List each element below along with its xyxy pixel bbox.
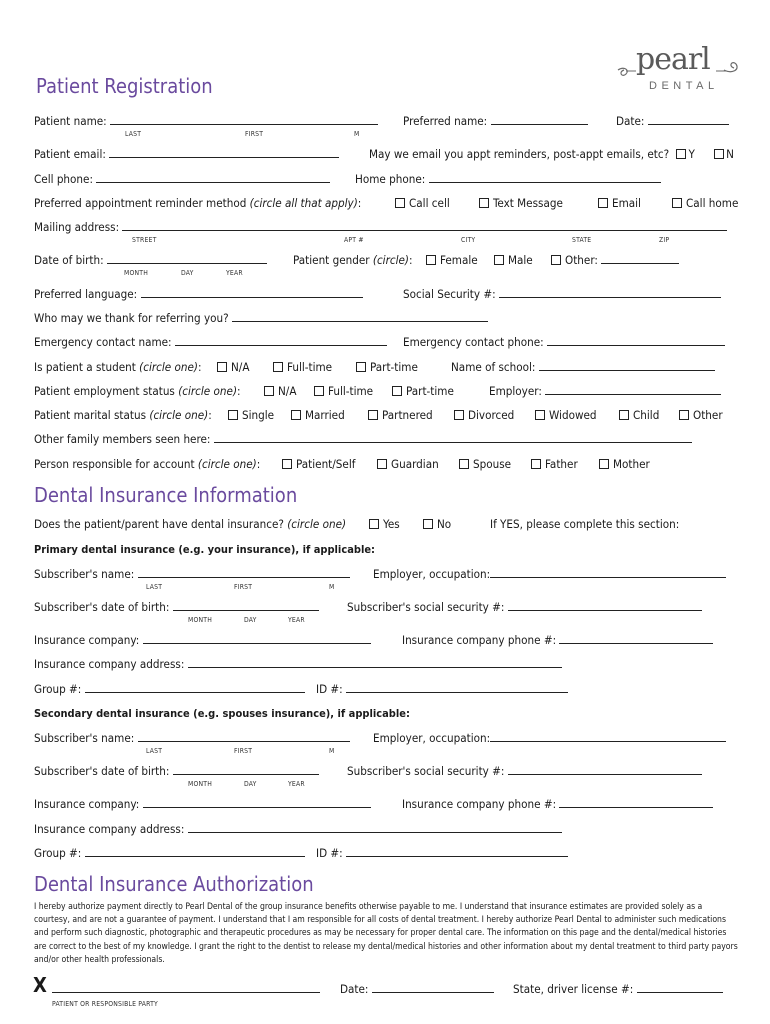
name-part-last: LAST <box>125 130 142 138</box>
primary-dob-year: YEAR <box>288 616 305 624</box>
language-field[interactable] <box>141 287 363 298</box>
group-label: Group #: <box>34 846 82 860</box>
home-phone-field[interactable] <box>429 172 661 183</box>
divorced-label: Divorced <box>468 408 515 422</box>
date-row <box>616 114 729 128</box>
referral-row <box>34 311 488 325</box>
student-option-parttime[interactable] <box>356 360 418 374</box>
primary-company-field[interactable] <box>143 633 371 644</box>
mailing-address-row <box>34 220 727 234</box>
employment-fulltime-checkbox[interactable] <box>314 386 324 396</box>
responsible-row <box>34 457 260 471</box>
single-checkbox[interactable] <box>228 410 238 420</box>
marital-option-married[interactable] <box>291 408 345 422</box>
primary-subscriber-name-row <box>34 567 350 581</box>
marital-option-widowed[interactable] <box>535 408 597 422</box>
secondary-subscriber-name-row <box>34 731 350 745</box>
patient-name-row <box>34 114 378 128</box>
referral-field[interactable] <box>232 311 488 322</box>
email-yes-label: Y <box>688 147 695 161</box>
male-label: Male <box>508 253 533 267</box>
logo-subword: DENTAL <box>649 80 719 92</box>
employer-label: Employer: <box>489 384 542 398</box>
dob-part-month: MONTH <box>124 269 148 277</box>
primary-subscriber-name-field[interactable] <box>138 567 350 578</box>
spouse-checkbox[interactable] <box>459 459 469 469</box>
insurance-no-label: No <box>437 517 452 531</box>
id-label: ID #: <box>316 846 343 860</box>
responsible-label: Person responsible for account <box>34 457 195 471</box>
employment-parttime-checkbox[interactable] <box>392 386 402 396</box>
secondary-ssn-field[interactable] <box>508 764 702 775</box>
name-part-first: FIRST <box>245 130 264 138</box>
employment-fulltime-label: Full-time <box>328 384 374 398</box>
signer-label: PATIENT OR RESPONSIBLE PARTY <box>52 1000 158 1008</box>
employer-field[interactable] <box>545 384 721 395</box>
addr-part-apt: APT # <box>344 236 364 244</box>
partnered-checkbox[interactable] <box>368 410 378 420</box>
child-checkbox[interactable] <box>619 410 629 420</box>
marital-option-divorced[interactable] <box>454 408 514 422</box>
married-label: Married <box>305 408 345 422</box>
secondary-ssn-row <box>347 764 702 778</box>
dob-field[interactable] <box>107 253 267 264</box>
mailing-address-field[interactable] <box>122 220 727 231</box>
emergency-phone-label: Emergency contact phone: <box>403 335 544 349</box>
widowed-checkbox[interactable] <box>535 410 545 420</box>
section-title-insurance-authorization: Dental Insurance Authorization <box>34 872 314 896</box>
license-field[interactable] <box>637 982 723 993</box>
primary-employer-row <box>373 567 726 581</box>
secondary-employer-field[interactable] <box>490 731 726 742</box>
patient-email-row <box>34 147 339 161</box>
name-part-m: M <box>354 130 360 138</box>
text-message-checkbox[interactable] <box>479 198 489 208</box>
preferred-name-label: Preferred name: <box>403 114 488 128</box>
employment-na-label: N/A <box>278 384 297 398</box>
signature-date-label: Date: <box>340 982 369 996</box>
family-row <box>34 432 692 446</box>
other-gender-checkbox[interactable] <box>551 255 561 265</box>
patient-name-label: Patient name: <box>34 114 107 128</box>
emergency-name-label: Emergency contact name: <box>34 335 172 349</box>
family-label: Other family members seen here: <box>34 432 211 446</box>
divorced-checkbox[interactable] <box>454 410 464 420</box>
secondary-address-field[interactable] <box>188 822 562 833</box>
gender-row <box>293 253 413 267</box>
reminder-method-note: (circle all that apply) <box>249 196 358 210</box>
subscriber-dob-label: Subscriber's date of birth: <box>34 764 170 778</box>
if-yes-note: If YES, please complete this section: <box>490 517 680 531</box>
reminder-option-call-home[interactable] <box>672 196 738 210</box>
emergency-phone-row <box>403 335 725 349</box>
primary-name-part-m: M <box>329 583 335 591</box>
preferred-name-row <box>403 114 588 128</box>
female-label: Female <box>440 253 478 267</box>
self-label: Patient/Self <box>296 457 356 471</box>
ssn-field[interactable] <box>499 287 721 298</box>
text-message-label: Text Message <box>493 196 563 210</box>
gender-option-male[interactable] <box>494 253 533 267</box>
preferred-name-field[interactable] <box>491 114 588 125</box>
emergency-name-field[interactable] <box>175 335 387 346</box>
marital-option-child[interactable] <box>619 408 659 422</box>
primary-dob-row <box>34 600 319 614</box>
student-fulltime-checkbox[interactable] <box>273 362 283 372</box>
email-option-label: Email <box>612 196 641 210</box>
addr-part-zip: ZIP <box>659 236 670 244</box>
secondary-dob-row <box>34 764 319 778</box>
colon: : <box>237 384 241 398</box>
signature-field[interactable] <box>52 982 320 993</box>
call-home-checkbox[interactable] <box>672 198 682 208</box>
responsible-option-self[interactable] <box>282 457 355 471</box>
signature-date-field[interactable] <box>372 982 494 993</box>
student-parttime-label: Part-time <box>370 360 418 374</box>
dob-part-day: DAY <box>181 269 194 277</box>
primary-address-field[interactable] <box>188 657 562 668</box>
family-field[interactable] <box>214 432 692 443</box>
insurance-option-no[interactable] <box>423 517 451 531</box>
widowed-label: Widowed <box>549 408 597 422</box>
primary-phone-row <box>402 633 713 647</box>
secondary-employer-row <box>373 731 726 745</box>
guardian-label: Guardian <box>391 457 439 471</box>
authorization-paragraph: I hereby authorize payment directly to Pearl Dental of the group insurance benefits otherwise payable to me. I understand that insurance estimates are provided solely as a courtesy, and are not a guarantee of payment. I understand that I am responsible for all costs of dental treatment. I hereby authorize Pearl Dental to administer such medications and perform such diagnostic, photographic and therapeutic procedures as may be necessary for proper dental care. The information on this page and the dental/medical histories are correct to the best of my knowledge. I grant the right to the dentist to release my dental/medical histories and other information about my dental treatment to third party payors and/or other health professionals. <box>34 902 738 965</box>
primary-address-row <box>34 657 562 671</box>
secondary-address-row <box>34 822 562 836</box>
ssn-label: Social Security #: <box>403 287 496 301</box>
employment-parttime-label: Part-time <box>406 384 454 398</box>
section-title-patient-registration: Patient Registration <box>36 74 213 98</box>
secondary-name-part-m: M <box>329 747 335 755</box>
secondary-phone-field[interactable] <box>559 797 713 808</box>
student-row <box>34 360 202 374</box>
secondary-phone-row <box>402 797 713 811</box>
colon: : <box>198 360 202 374</box>
cell-phone-field[interactable] <box>96 172 330 183</box>
secondary-id-field[interactable] <box>346 846 568 857</box>
married-checkbox[interactable] <box>291 410 301 420</box>
date-field[interactable] <box>648 114 729 125</box>
primary-company-row <box>34 633 371 647</box>
secondary-name-part-last: LAST <box>146 747 163 755</box>
cell-phone-label: Cell phone: <box>34 172 93 186</box>
other-gender-label: Other: <box>565 253 598 267</box>
responsible-option-spouse[interactable] <box>459 457 511 471</box>
marital-option-single[interactable] <box>228 408 274 422</box>
primary-dob-day: DAY <box>244 616 257 624</box>
student-option-na[interactable] <box>217 360 249 374</box>
section-title-insurance-info: Dental Insurance Information <box>34 483 298 507</box>
addr-part-city: CITY <box>461 236 476 244</box>
employer-row <box>489 384 721 398</box>
father-checkbox[interactable] <box>531 459 541 469</box>
subscriber-name-label: Subscriber's name: <box>34 731 135 745</box>
subscriber-name-label: Subscriber's name: <box>34 567 135 581</box>
call-cell-label: Call cell <box>409 196 450 210</box>
language-label: Preferred language: <box>34 287 138 301</box>
gender-note: (circle) <box>372 253 409 267</box>
insurance-address-label: Insurance company address: <box>34 822 185 836</box>
email-reminder-row <box>369 147 734 161</box>
employer-occupation-label: Employer, occupation: <box>373 567 491 581</box>
secondary-insurance-heading: Secondary dental insurance (e.g. spouses insurance), if applicable: <box>34 707 410 720</box>
secondary-dob-year: YEAR <box>288 780 305 788</box>
has-insurance-row <box>34 517 346 531</box>
mother-label: Mother <box>613 457 650 471</box>
has-insurance-note: (circle one) <box>287 517 347 531</box>
self-checkbox[interactable] <box>282 459 292 469</box>
responsible-option-mother[interactable] <box>599 457 650 471</box>
secondary-group-field[interactable] <box>85 846 305 857</box>
email-yes-checkbox[interactable] <box>676 149 686 159</box>
marital-other-checkbox[interactable] <box>679 410 689 420</box>
patient-name-field[interactable] <box>110 114 378 125</box>
mailing-address-label: Mailing address: <box>34 220 120 234</box>
secondary-dob-field[interactable] <box>173 764 319 775</box>
colon: : <box>409 253 413 267</box>
gender-label: Patient gender <box>293 253 370 267</box>
single-label: Single <box>242 408 275 422</box>
school-label: Name of school: <box>451 360 536 374</box>
cell-phone-row <box>34 172 330 186</box>
id-label: ID #: <box>316 682 343 696</box>
has-insurance-label: Does the patient/parent have dental insurance? <box>34 517 284 531</box>
patient-email-label: Patient email: <box>34 147 106 161</box>
student-na-checkbox[interactable] <box>217 362 227 372</box>
primary-ssn-field[interactable] <box>508 600 702 611</box>
secondary-subscriber-name-field[interactable] <box>138 731 350 742</box>
license-row <box>513 982 723 996</box>
primary-name-part-last: LAST <box>146 583 163 591</box>
guardian-checkbox[interactable] <box>377 459 387 469</box>
dob-row <box>34 253 267 267</box>
marital-option-other[interactable] <box>679 408 723 422</box>
email-reminder-label: May we email you appt reminders, post-appt emails, etc? <box>369 147 670 161</box>
father-label: Father <box>545 457 578 471</box>
employment-row <box>34 384 241 398</box>
employment-note: (circle one) <box>178 384 238 398</box>
responsible-option-guardian[interactable] <box>377 457 439 471</box>
insurance-no-checkbox[interactable] <box>423 519 433 529</box>
other-gender-field[interactable] <box>601 253 679 264</box>
signature-x-mark: X <box>33 973 47 997</box>
insurance-option-yes[interactable] <box>369 517 400 531</box>
insurance-address-label: Insurance company address: <box>34 657 185 671</box>
email-no-label: N <box>726 147 734 161</box>
home-phone-row <box>355 172 661 186</box>
responsible-option-father[interactable] <box>531 457 578 471</box>
insurance-company-label: Insurance company: <box>34 797 140 811</box>
signature-date-row <box>340 982 494 996</box>
primary-name-part-first: FIRST <box>234 583 253 591</box>
reminder-method-row <box>34 196 361 210</box>
subscriber-ssn-label: Subscriber's social security #: <box>347 600 505 614</box>
marital-option-partnered[interactable] <box>368 408 433 422</box>
school-field[interactable] <box>539 360 715 371</box>
marital-row <box>34 408 212 422</box>
primary-employer-field[interactable] <box>490 567 726 578</box>
call-cell-checkbox[interactable] <box>395 198 405 208</box>
primary-dob-field[interactable] <box>173 600 319 611</box>
addr-part-street: STREET <box>132 236 157 244</box>
primary-insurance-heading: Primary dental insurance (e.g. your insurance), if applicable: <box>34 543 376 556</box>
employment-option-fulltime[interactable] <box>314 384 373 398</box>
insurance-yes-checkbox[interactable] <box>369 519 379 529</box>
primary-group-field[interactable] <box>85 682 305 693</box>
referral-label: Who may we thank for referring you? <box>34 311 229 325</box>
email-no-checkbox[interactable] <box>714 149 724 159</box>
dob-part-year: YEAR <box>226 269 243 277</box>
mother-checkbox[interactable] <box>599 459 609 469</box>
secondary-id-row <box>316 846 568 860</box>
school-row <box>451 360 715 374</box>
insurance-phone-label: Insurance company phone #: <box>402 633 557 647</box>
dob-label: Date of birth: <box>34 253 104 267</box>
secondary-group-row <box>34 846 305 860</box>
employment-option-na[interactable] <box>264 384 296 398</box>
emergency-name-row <box>34 335 387 349</box>
student-label: Is patient a student <box>34 360 136 374</box>
secondary-dob-day: DAY <box>244 780 257 788</box>
marital-other-label: Other <box>693 408 723 422</box>
language-row <box>34 287 363 301</box>
employment-na-checkbox[interactable] <box>264 386 274 396</box>
call-home-label: Call home <box>686 196 739 210</box>
partnered-label: Partnered <box>382 408 433 422</box>
email-option-checkbox[interactable] <box>598 198 608 208</box>
reminder-option-text[interactable] <box>479 196 563 210</box>
secondary-dob-month: MONTH <box>188 780 212 788</box>
marital-label: Patient marital status <box>34 408 147 422</box>
employment-option-parttime[interactable] <box>392 384 454 398</box>
reminder-option-email[interactable] <box>598 196 641 210</box>
responsible-note: (circle one) <box>197 457 257 471</box>
addr-part-state: STATE <box>572 236 592 244</box>
colon: : <box>256 457 261 471</box>
student-note: (circle one) <box>139 360 198 374</box>
primary-ssn-row <box>347 600 702 614</box>
logo-word: pearl <box>636 42 710 77</box>
primary-dob-month: MONTH <box>188 616 212 624</box>
gender-option-female[interactable] <box>426 253 478 267</box>
license-label: State, driver license #: <box>513 982 634 996</box>
secondary-name-part-first: FIRST <box>234 747 253 755</box>
secondary-company-row <box>34 797 371 811</box>
signature-row <box>52 982 320 996</box>
student-na-label: N/A <box>231 360 250 374</box>
male-checkbox[interactable] <box>494 255 504 265</box>
primary-id-row <box>316 682 568 696</box>
home-phone-label: Home phone: <box>355 172 426 186</box>
subscriber-dob-label: Subscriber's date of birth: <box>34 600 170 614</box>
insurance-phone-label: Insurance company phone #: <box>402 797 557 811</box>
colon: : <box>357 196 362 210</box>
student-fulltime-label: Full-time <box>287 360 333 374</box>
date-label: Date: <box>616 114 645 128</box>
student-parttime-checkbox[interactable] <box>356 362 366 372</box>
reminder-option-call-cell[interactable] <box>395 196 450 210</box>
pearl-dental-logo <box>616 40 746 96</box>
primary-phone-field[interactable] <box>559 633 713 644</box>
spouse-label: Spouse <box>473 457 512 471</box>
reminder-method-label: Preferred appointment reminder method <box>34 196 247 210</box>
patient-email-field[interactable] <box>109 147 339 158</box>
female-checkbox[interactable] <box>426 255 436 265</box>
employer-occupation-label: Employer, occupation: <box>373 731 491 745</box>
insurance-company-label: Insurance company: <box>34 633 140 647</box>
gender-option-other[interactable] <box>551 253 679 267</box>
child-label: Child <box>633 408 660 422</box>
ssn-row <box>403 287 721 301</box>
colon: : <box>208 408 212 422</box>
employment-label: Patient employment status <box>34 384 175 398</box>
primary-group-row <box>34 682 305 696</box>
primary-id-field[interactable] <box>346 682 568 693</box>
student-option-fulltime[interactable] <box>273 360 332 374</box>
secondary-company-field[interactable] <box>143 797 371 808</box>
marital-note: (circle one) <box>149 408 209 422</box>
group-label: Group #: <box>34 682 82 696</box>
subscriber-ssn-label: Subscriber's social security #: <box>347 764 505 778</box>
insurance-yes-label: Yes <box>383 517 400 531</box>
emergency-phone-field[interactable] <box>547 335 725 346</box>
